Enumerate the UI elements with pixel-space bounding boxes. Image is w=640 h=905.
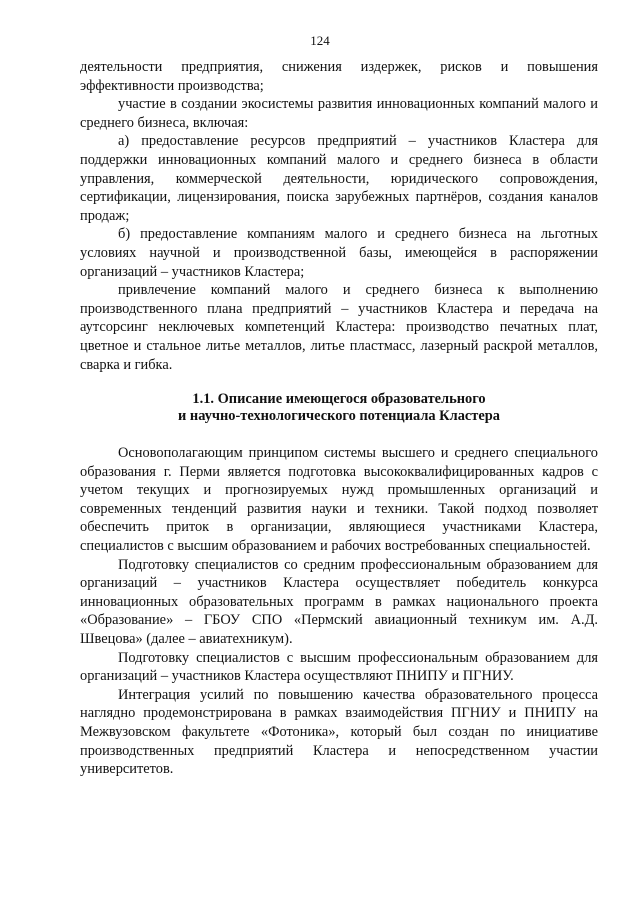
section-heading-line: и научно-технологического потенциала Кластера bbox=[178, 408, 500, 425]
section-heading-line: 1.1. Описание имеющегося образовательного bbox=[192, 391, 486, 408]
page-number: 124 bbox=[310, 33, 330, 48]
paragraph: Интеграция усилий по повышению качества образовательного процесса наглядно продемонстрирована в рамках взаимодействия ПГНИУ и ПНИПУ на Межвузовском факультете «Фотоника», который был создан по инициативе производственных предприятий Кластера и непосредственном участии университетов. bbox=[80, 686, 598, 778]
list-item-b: б) предоставление компаниям малого и среднего бизнеса на льготных условиях научной и производственной базы, имеющейся в распоряжении организаций – участников Кластера; bbox=[80, 226, 598, 280]
paragraph: Основополагающим принципом системы высшего и среднего специального образования г. Перми является подготовка высококвалифицированных кадров с учетом текущих и прогнозируемых нужд промышленных организаций и современных тенденций развития науки и техники. Такой подход позволяет обеспечить приток в организации, являющиеся участниками Кластера, специалистов с высшим образованием и рабочих востребованных специальностей. bbox=[80, 445, 598, 555]
paragraph: деятельности предприятия, снижения издержек, рисков и повышения эффективности производства; bbox=[80, 59, 598, 94]
paragraph: участие в создании экосистемы развития инновационных компаний малого и среднего бизнеса, включая: bbox=[80, 96, 598, 131]
paragraph: Подготовку специалистов со средним профессиональным образованием для организаций – участников Кластера осуществляет победитель конкурса инновационных образовательных программ в рамках национального проекта «Образование» – ГБОУ СПО «Пермский авиационный техникум им. А.Д. Швецова» (далее – авиатехникум). bbox=[80, 556, 598, 648]
paragraph: Подготовку специалистов с высшим профессиональным образованием для организаций – участников Кластера осуществляют ПНИПУ и ПГНИУ. bbox=[80, 649, 598, 685]
list-item-a: а) предоставление ресурсов предприятий – участников Кластера для поддержки инновационных компаний малого и среднего бизнеса в области управления, коммерческой деятельности, юридического сопровождения, сертификации, лицензирования, поиска зарубежных партнёров, создания каналов продаж; bbox=[80, 133, 598, 224]
section-heading bbox=[80, 391, 598, 425]
paragraph: привлечение компаний малого и среднего бизнеса к выполнению производственного плана предприятий – участников Кластера и передача на аутсорсинг неключевых компетенций Кластера: производство печатных плат, цветное и стальное литье металлов, литье пластмасс, лазерный раскрой металлов, сварка и гибка. bbox=[80, 282, 598, 373]
page-body bbox=[80, 58, 598, 779]
